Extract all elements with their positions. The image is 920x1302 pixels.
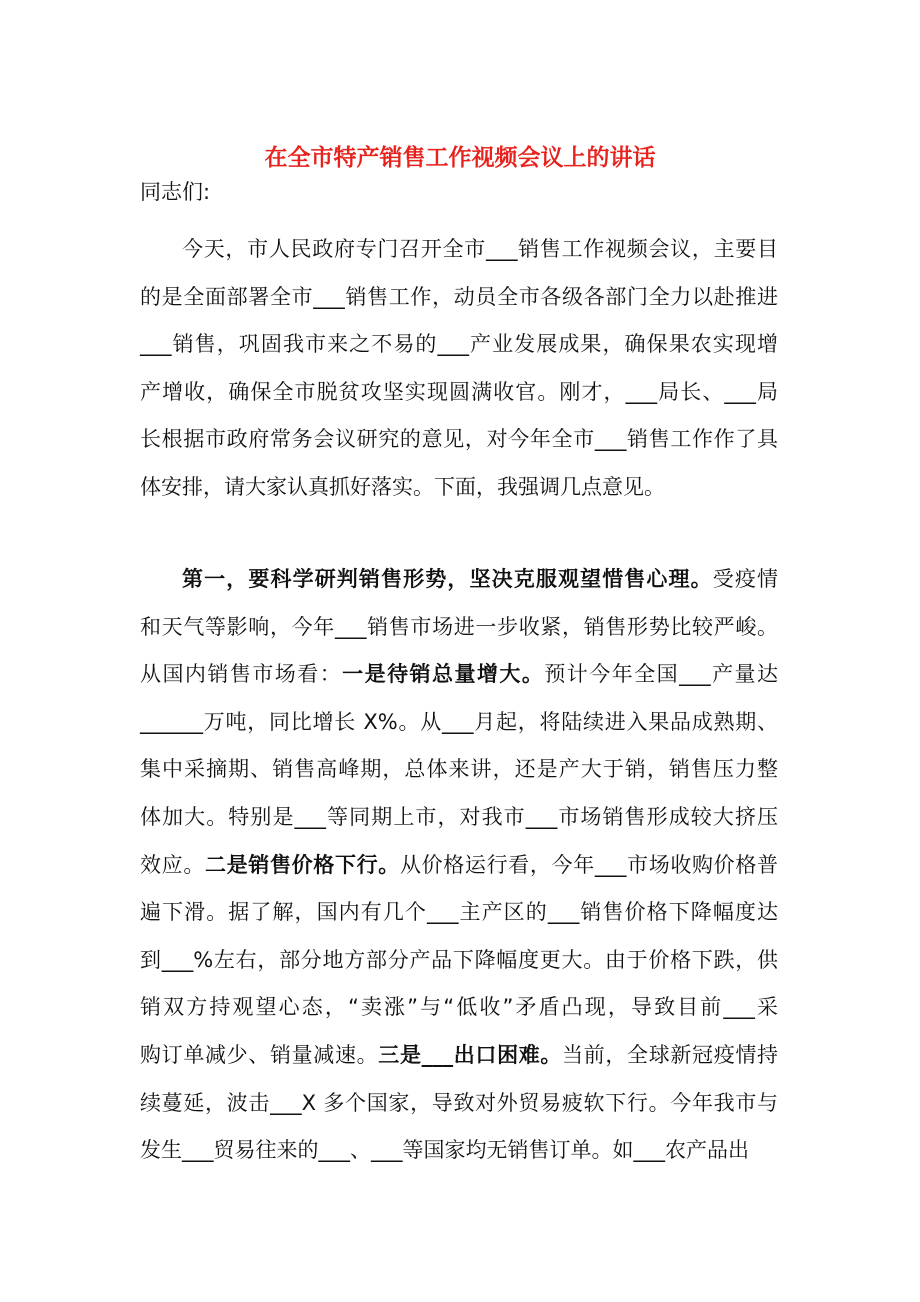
body-text: 发生___贸易往来的___、___等国家均无销售订单。如___农产品出 xyxy=(140,1138,749,1163)
body-text: 的是全面部署全市___销售工作，动员全市各级各部门全力以赴推进 xyxy=(140,284,778,309)
body-text: 从价格运行看，今年___市场收购价格普 xyxy=(399,852,779,877)
bold-heading-text: 第一，要科学研判销售形势，坚决克服观望惜售心理。 xyxy=(182,567,713,591)
text-line xyxy=(140,369,778,417)
text-line xyxy=(140,1127,778,1175)
body-text: ______万吨，同比增长 X%。从___月起，将陆续进入果品成熟期、 xyxy=(140,709,778,734)
text-line xyxy=(140,226,778,274)
text-line xyxy=(140,889,778,937)
body-text: 效应。 xyxy=(140,852,205,877)
paragraph-first-point xyxy=(140,556,778,1175)
text-line xyxy=(140,556,778,604)
bold-heading-text: 二是销售价格下行。 xyxy=(204,852,400,877)
body-text: 销双方持观望心态，“卖涨”与“低收”矛盾凸现，导致目前___采 xyxy=(140,995,778,1020)
body-text: 从国内销售市场看： xyxy=(140,662,343,687)
text-line xyxy=(140,746,778,794)
text-line xyxy=(140,604,778,652)
text-line xyxy=(140,1080,778,1128)
text-line xyxy=(140,1032,778,1080)
text-line xyxy=(140,699,778,747)
bold-heading-text: 三是___出口困难。 xyxy=(378,1042,563,1067)
text-line xyxy=(140,794,778,842)
body-text: 体加大。特别是___等同期上市，对我市___市场销售形成较大挤压 xyxy=(140,804,778,829)
document-title: 在全市特产销售工作视频会议上的讲话 xyxy=(264,145,656,171)
body-text: 受疫情 xyxy=(712,567,779,591)
salutation: 同志们: xyxy=(140,180,211,204)
body-text: 到___%左右，部分地方部分产品下降幅度更大。由于价格下跌，供 xyxy=(140,947,778,972)
text-line xyxy=(140,321,778,369)
text-line xyxy=(140,984,778,1032)
paragraph-intro xyxy=(140,226,778,512)
text-line xyxy=(140,842,778,890)
bold-heading-text: 一是待销总量增大。 xyxy=(342,662,545,687)
body-text: 当前，全球新冠疫情持 xyxy=(562,1042,779,1067)
text-line xyxy=(140,274,778,322)
text-line xyxy=(140,651,778,699)
body-text: 今天，市人民政府专门召开全市___销售工作视频会议，主要目 xyxy=(182,237,778,261)
body-text: 产增收，确保全市脱贫攻坚实现圆满收官。刚才，___局长、___局 xyxy=(140,379,778,404)
body-text: 长根据市政府常务会议研究的意见，对今年全市___销售工作作了具 xyxy=(140,427,778,452)
body-text: 和天气等影响，今年___销售市场进一步收紧，销售形势比较严峻。 xyxy=(140,614,778,639)
text-line xyxy=(140,416,778,464)
body-text: ___销售，巩固我市来之不易的___产业发展成果，确保果农实现增 xyxy=(140,332,778,357)
text-line xyxy=(140,464,778,512)
body-text: 续蔓延，波击___X 多个国家，导致对外贸易疲软下行。今年我市与 xyxy=(140,1090,778,1115)
text-line xyxy=(140,937,778,985)
body-text: 购订单减少、销量减速。 xyxy=(140,1042,379,1067)
body-text: 预计今年全国___产量达 xyxy=(544,662,779,687)
body-text: 集中采摘期、销售高峰期，总体来讲，还是产大于销，销售压力整 xyxy=(140,757,778,782)
body-text: 体安排，请大家认真抓好落实。下面，我强调几点意见。 xyxy=(140,474,665,499)
body-text: 遍下滑。据了解，国内有几个___主产区的___销售价格下降幅度达 xyxy=(140,900,778,925)
